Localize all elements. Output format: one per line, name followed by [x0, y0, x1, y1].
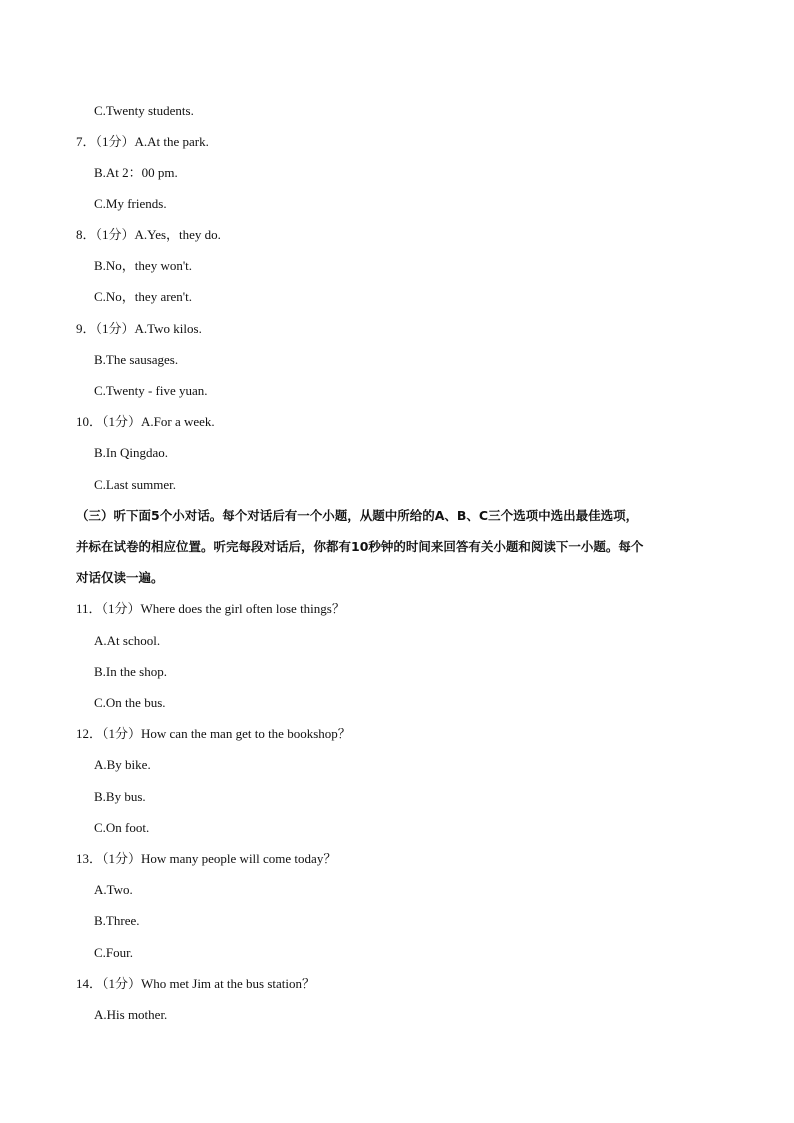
q14-option-a: A.His mother. — [94, 1007, 168, 1022]
q8-option-b: B.No，they won't. — [94, 258, 193, 273]
q12-option-a: A.By bike. — [94, 757, 151, 772]
q10-stem-option-a: 10．（1分）A.For a week. — [76, 414, 215, 429]
q7-option-c: C.My friends. — [94, 196, 167, 211]
q9-option-c: C.Twenty - five yuan. — [94, 383, 208, 398]
section-instructions-line-3: 对话仅读一遍。 — [76, 570, 164, 585]
section-instructions-line-2: 并标在试卷的相应位置。听完每段对话后，你都有10秒钟的时间来回答有关小题和阅读下一小题。每个 — [76, 539, 644, 554]
q12-option-b: B.By bus. — [94, 789, 146, 804]
q13-option-b: B.Three. — [94, 913, 140, 928]
q8-stem-option-a: 8．（1分）A.Yes，they do. — [76, 227, 221, 242]
q11-option-c: C.On the bus. — [94, 695, 166, 710]
q12-option-c: C.On foot. — [94, 820, 150, 835]
q11-option-b: B.In the shop. — [94, 664, 167, 679]
q8-option-c: C.No，they aren't. — [94, 289, 193, 304]
q11-option-a: A.At school. — [94, 633, 161, 648]
section-instructions-line-1: （三）听下面5个小对话。每个对话后有一个小题，从题中所给的A、B、C三个选项中选出最佳选项， — [76, 508, 639, 523]
q10-option-c: C.Last summer. — [94, 477, 176, 492]
q11-question: 11．（1分）Where does the girl often lose things？ — [76, 601, 345, 616]
q10-option-b: B.In Qingdao. — [94, 445, 169, 460]
q13-option-a: A.Two. — [94, 882, 133, 897]
q7-stem-option-a: 7．（1分）A.At the park. — [76, 134, 209, 149]
q9-stem-option-a: 9．（1分）A.Two kilos. — [76, 321, 202, 336]
q12-question: 12．（1分）How can the man get to the bookshop？ — [76, 726, 351, 741]
q13-question: 13．（1分）How many people will come today？ — [76, 851, 337, 866]
q9-option-b: B.The sausages. — [94, 352, 179, 367]
q14-question: 14．（1分）Who met Jim at the bus station？ — [76, 976, 316, 991]
q6-option-c: C.Twenty students. — [94, 103, 194, 118]
q13-option-c: C.Four. — [94, 945, 134, 960]
q7-option-b: B.At 2：00 pm. — [94, 165, 178, 180]
